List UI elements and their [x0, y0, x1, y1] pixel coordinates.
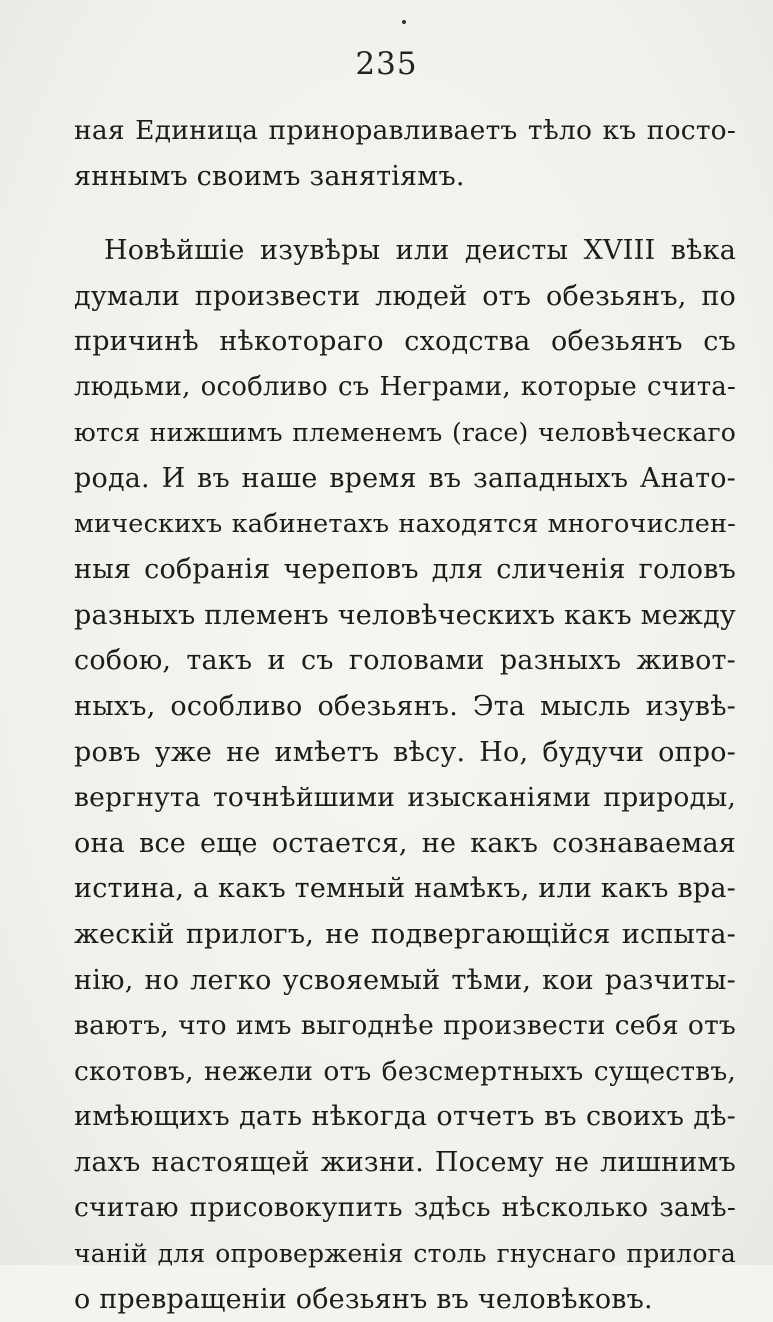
- text-line: разныхъ племенъ человѣческихъ какъ между: [74, 599, 736, 631]
- continuation-text: [74, 108, 736, 199]
- text-line: о превращеніи обезьянъ въ человѣковъ.: [74, 1283, 653, 1315]
- paragraph: [74, 228, 736, 1322]
- text-line: имѣющихъ дать нѣкогда отчетъ въ своихъ дѣ-: [74, 1101, 736, 1133]
- text-line: ныя собранія череповъ для сличенія головъ: [74, 554, 736, 586]
- text-line: лахъ настоящей жизни. Посему не лишнимъ: [74, 1146, 736, 1178]
- text-line: думали произвести людей отъ обезьянъ, по: [74, 280, 736, 312]
- text-line: чаній для опроверженія столь гнуснаго прилога: [74, 1239, 736, 1269]
- text-line: истина, а какъ темный намѣкъ, или какъ вра-: [74, 873, 736, 905]
- page-number: 235: [355, 46, 418, 82]
- text-line: ваютъ, что имъ выгоднѣе произвести себя отъ: [74, 1010, 736, 1042]
- text-line: причинѣ нѣкотораго сходства обезьянъ съ: [74, 326, 736, 358]
- text-line: она все еще остается, не какъ сознаваемая: [74, 827, 736, 859]
- text-line: собою, такъ и съ головами разныхъ живот-: [74, 645, 736, 677]
- text-line: нію, но легко усвояемый тѣми, кои разчиты-: [74, 964, 736, 996]
- print-mark: [402, 20, 406, 24]
- text-line: ныхъ, особливо обезьянъ. Эта мысль изувѣ-: [74, 690, 736, 722]
- text-line: жескій прилогъ, не подвергающійся испыта-: [74, 918, 736, 950]
- text-line: людьми, особливо съ Неграми, которые счита-: [74, 371, 736, 402]
- text-line: Новѣйшіе изувѣры или деисты XVIII вѣка: [104, 235, 736, 266]
- text-line: мическихъ кабинетахъ находятся многочислен-: [74, 508, 736, 539]
- text-line: ровъ уже не имѣетъ вѣсу. Но, будучи опро-: [74, 736, 736, 768]
- text-line: яннымъ своимъ занятіямъ.: [74, 160, 465, 192]
- text-line: вергнута точнѣйшими изысканіями природы,: [74, 782, 736, 814]
- text-line: ются нижшимъ племенемъ (race) человѣческаго: [74, 418, 736, 448]
- text-line: ная Единица приноравливаетъ тѣло къ посто-: [74, 115, 736, 146]
- text-line: скотовъ, нежели отъ безсмертныхъ существъ,: [74, 1055, 736, 1087]
- text-line: считаю присовокупить здѣсь нѣсколько замѣ-: [74, 1192, 736, 1224]
- text-line: рода. И въ наше время въ западныхъ Анато-: [74, 462, 736, 494]
